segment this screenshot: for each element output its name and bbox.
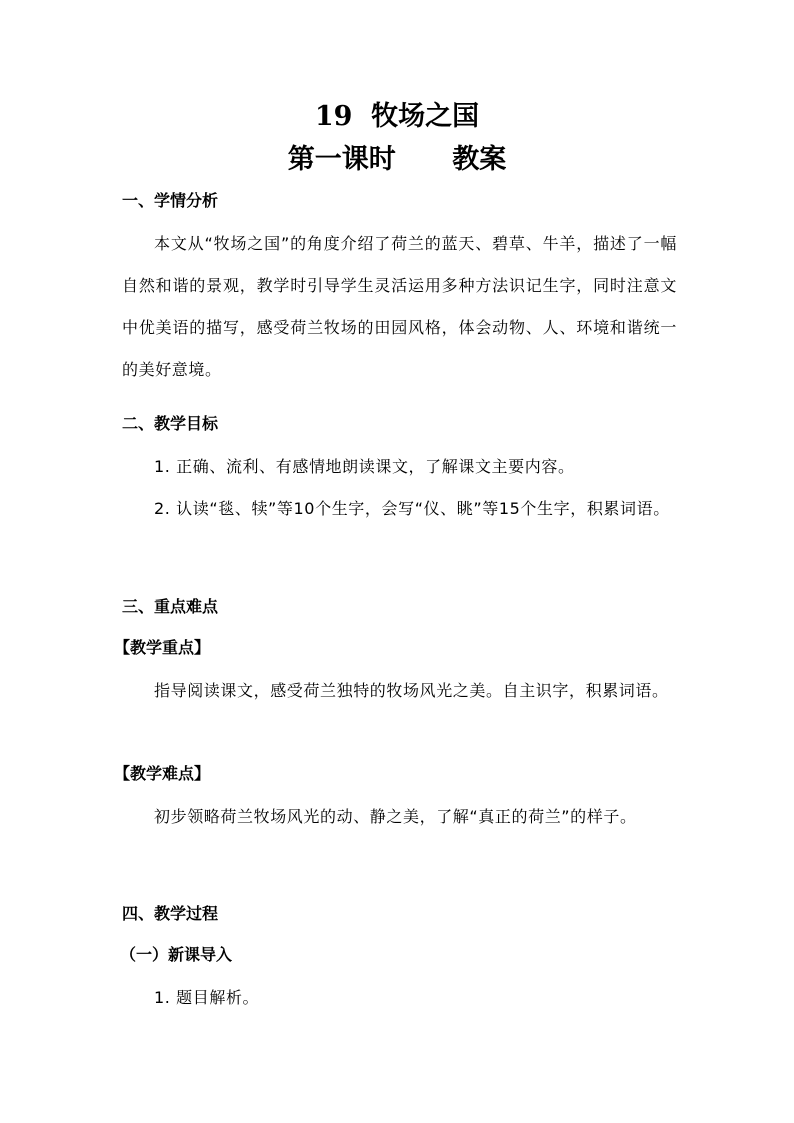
- subsection-intro: （一）新课导入: [120, 945, 233, 964]
- difficulty-text: 初步领略荷兰牧场风光的动、静之美，了解“真正的荷兰”的样子。: [154, 807, 637, 826]
- lesson-title: 19 牧场之国: [314, 101, 480, 132]
- key-point-label: 【教学重点】: [114, 638, 211, 657]
- section-heading-teaching-goals: 二、教学目标: [122, 414, 219, 433]
- section-heading-teaching-process: 四、教学过程: [122, 904, 219, 923]
- lesson-subtitle: 第一课时 教案: [287, 144, 507, 175]
- difficulty-label: 【教学难点】: [114, 764, 211, 783]
- section-heading-learning-analysis: 一、学情分析: [122, 191, 219, 210]
- section-heading-key-points: 三、重点难点: [122, 597, 219, 616]
- learning-analysis-paragraph: 本文从“牧场之国”的角度介绍了荷兰的蓝天、碧草、牛羊，描述了一幅自然和谐的景观，教学时引导学生灵活运用多种方法识记生字，同时注意文中优美语的描写，感受荷兰牧场的田园风格，体会动物、人、环境和谐统一的美好意境。: [122, 234, 677, 379]
- teaching-goal-2: 2. 认读“毯、犊”等10个生字，会写“仪、眺”等15个生字，积累词语。: [154, 499, 670, 518]
- process-item-1: 1. 题目解析。: [154, 988, 260, 1007]
- key-point-text: 指导阅读课文，感受荷兰独特的牧场风光之美。自主识字，积累词语。: [154, 681, 669, 700]
- teaching-goal-1: 1. 正确、流利、有感情地朗读课文，了解课文主要内容。: [154, 457, 575, 476]
